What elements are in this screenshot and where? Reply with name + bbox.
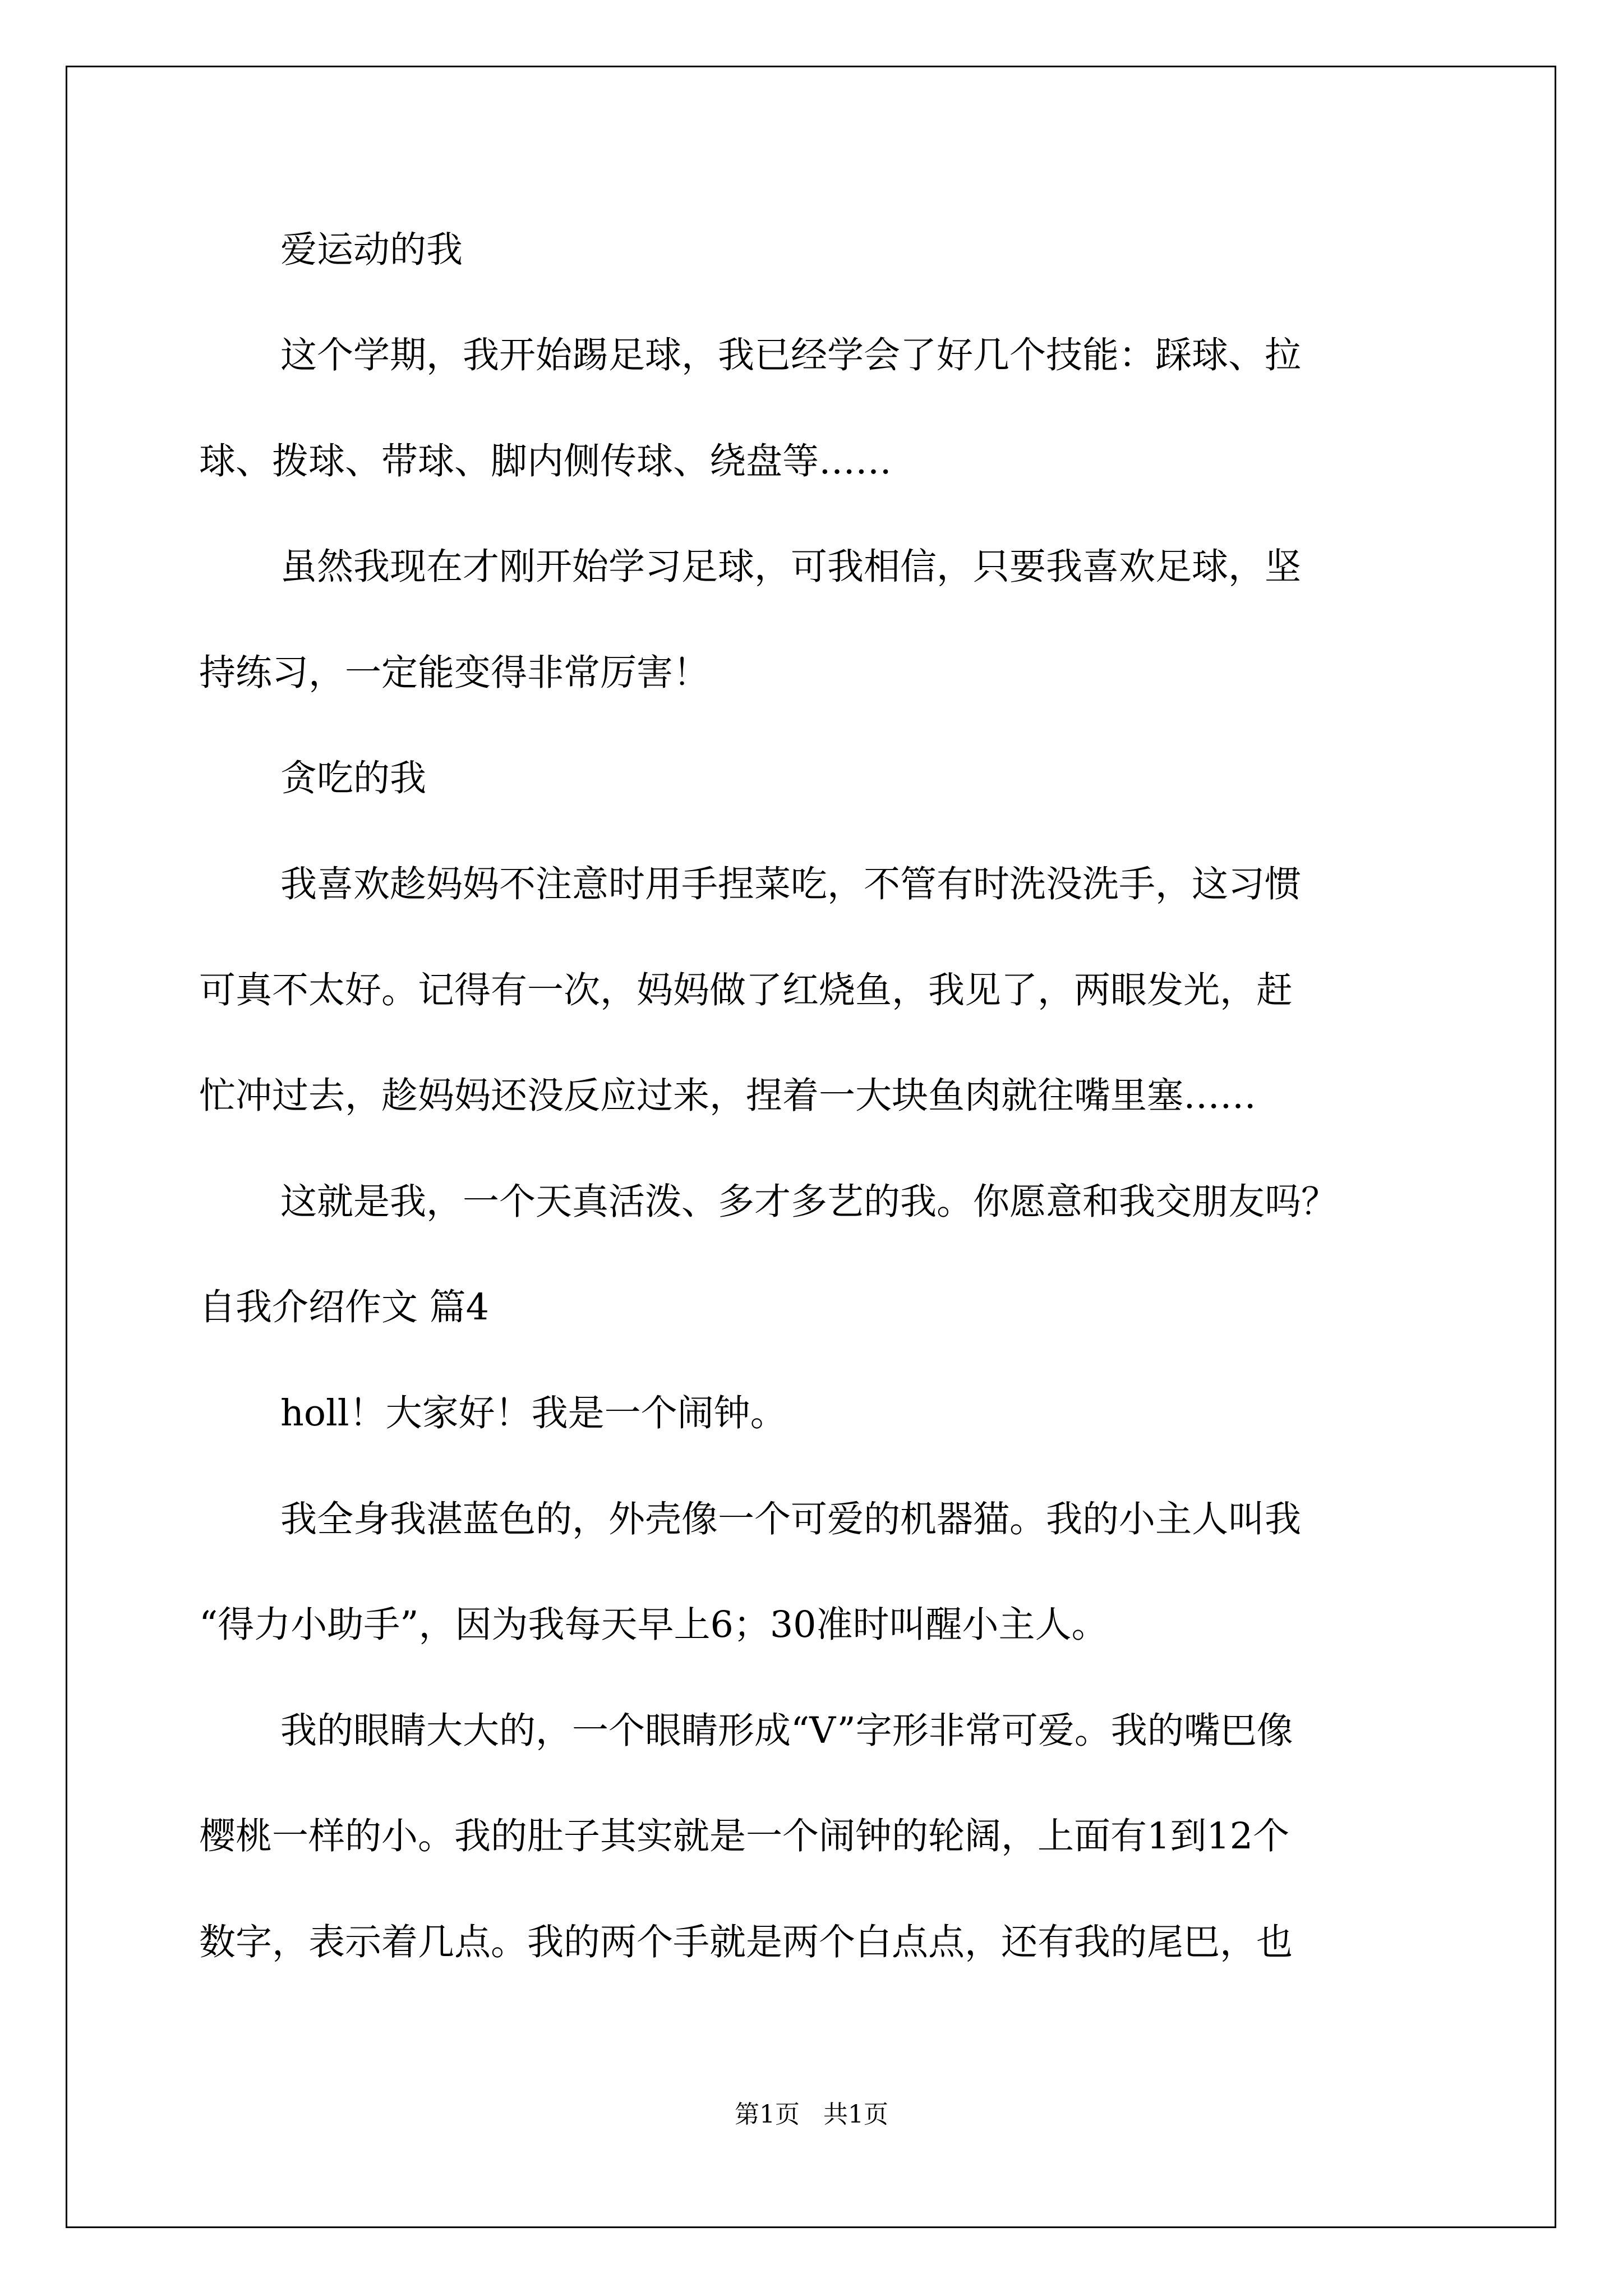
heading-greedy: 贪吃的我 (280, 757, 427, 799)
paragraph-line: 这就是我，一个天真活泼、多才多艺的我。你愿意和我交朋友吗？ (280, 1181, 1338, 1223)
paragraph-line: 持练习，一定能变得非常厉害！ (199, 652, 710, 694)
heading-sports: 爱运动的我 (280, 229, 463, 271)
paragraph-line: holl！大家好！我是一个闹钟。 (280, 1392, 787, 1434)
paragraph-line: 球、拨球、带球、脚内侧传球、绕盘等…… (199, 440, 892, 482)
essay-title: 自我介绍作文 篇4 (199, 1286, 490, 1328)
paragraph-line: 这个学期，我开始踢足球，我已经学会了好几个技能：踩球、拉 (280, 334, 1302, 376)
paragraph-line: 忙冲过去，趁妈妈还没反应过来，捏着一大块鱼肉就往嘴里塞…… (199, 1075, 1257, 1117)
paragraph-line: 虽然我现在才刚开始学习足球，可我相信，只要我喜欢足球，坚 (280, 546, 1302, 588)
paragraph-line: 樱桃一样的小。我的肚子其实就是一个闹钟的轮阔，上面有1到12个 (199, 1815, 1290, 1857)
paragraph-line: 我全身我湛蓝色的，外壳像一个可爱的机器猫。我的小主人叫我 (280, 1498, 1302, 1540)
page-border (66, 66, 1556, 2228)
paragraph-line: “得力小助手”，因为我每天早上6；30准时叫醒小主人。 (199, 1604, 1108, 1646)
paragraph-line: 可真不太好。记得有一次，妈妈做了红烧鱼，我见了，两眼发光，赶 (199, 969, 1293, 1011)
paragraph-line: 我喜欢趁妈妈不注意时用手捏菜吃，不管有时洗没洗手，这习惯 (280, 863, 1302, 905)
paragraph-line: 我的眼睛大大的，一个眼睛形成“V”字形非常可爱。我的嘴巴像 (280, 1710, 1293, 1752)
paragraph-line: 数字，表示着几点。我的两个手就是两个白点点，还有我的尾巴，也 (199, 1921, 1293, 1963)
page-footer: 第1页 共1页 (735, 2100, 888, 2129)
